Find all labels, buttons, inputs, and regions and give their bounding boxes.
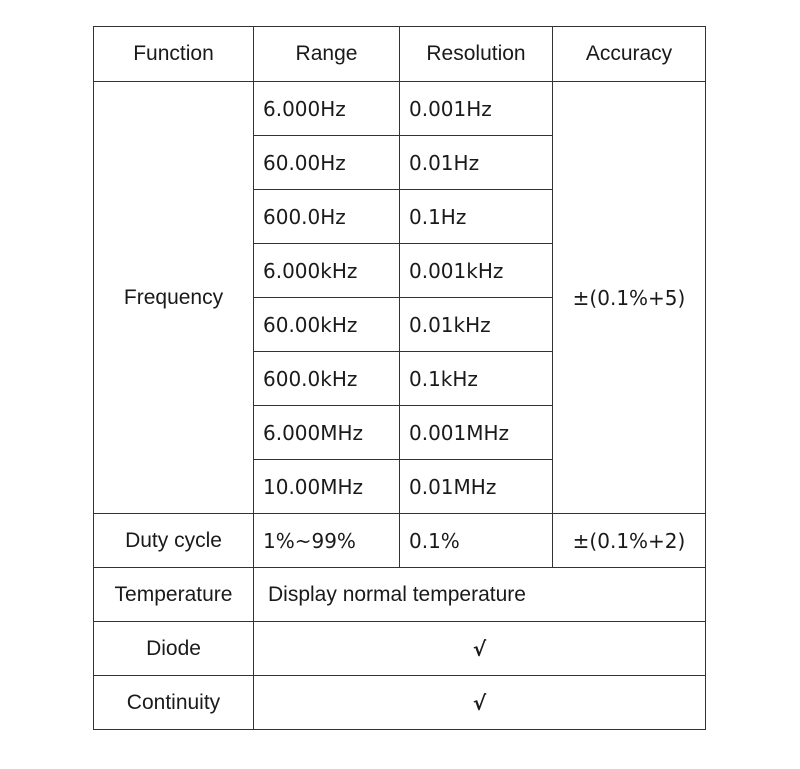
- resolution-cell: 0.001Hz: [400, 82, 553, 136]
- function-diode: Diode: [94, 622, 254, 676]
- function-continuity: Continuity: [94, 676, 254, 730]
- range-cell: 6.000Hz: [254, 82, 400, 136]
- range-cell: 60.00kHz: [254, 298, 400, 352]
- resolution-cell: 0.01Hz: [400, 136, 553, 190]
- range-cell: 600.0kHz: [254, 352, 400, 406]
- range-cell: 600.0Hz: [254, 190, 400, 244]
- accuracy-frequency: ±(0.1%+5): [553, 82, 706, 514]
- spec-table: [93, 26, 706, 730]
- table-row-duty-cycle: [94, 514, 706, 568]
- table-row-temperature: [94, 568, 706, 622]
- header-resolution: Resolution: [400, 27, 553, 82]
- header-function: Function: [94, 27, 254, 82]
- resolution-cell: 0.001MHz: [400, 406, 553, 460]
- range-cell: 6.000kHz: [254, 244, 400, 298]
- function-duty-cycle: Duty cycle: [94, 514, 254, 568]
- table-row-diode: [94, 622, 706, 676]
- resolution-cell: 0.1Hz: [400, 190, 553, 244]
- function-frequency: Frequency: [94, 82, 254, 514]
- range-cell: 10.00MHz: [254, 460, 400, 514]
- table-row-continuity: [94, 676, 706, 730]
- resolution-cell: 0.001kHz: [400, 244, 553, 298]
- range-cell: 6.000MHz: [254, 406, 400, 460]
- function-temperature: Temperature: [94, 568, 254, 622]
- header-accuracy: Accuracy: [553, 27, 706, 82]
- resolution-cell: 0.1kHz: [400, 352, 553, 406]
- continuity-check-mark: √: [254, 676, 706, 730]
- header-row: [94, 27, 706, 82]
- header-range: Range: [254, 27, 400, 82]
- range-cell: 60.00Hz: [254, 136, 400, 190]
- range-cell: 1%~99%: [254, 514, 400, 568]
- resolution-cell: 0.01kHz: [400, 298, 553, 352]
- table-row: [94, 82, 706, 136]
- resolution-cell: 0.01MHz: [400, 460, 553, 514]
- resolution-cell: 0.1%: [400, 514, 553, 568]
- diode-check-mark: √: [254, 622, 706, 676]
- accuracy-duty-cycle: ±(0.1%+2): [553, 514, 706, 568]
- temperature-value: Display normal temperature: [254, 568, 706, 622]
